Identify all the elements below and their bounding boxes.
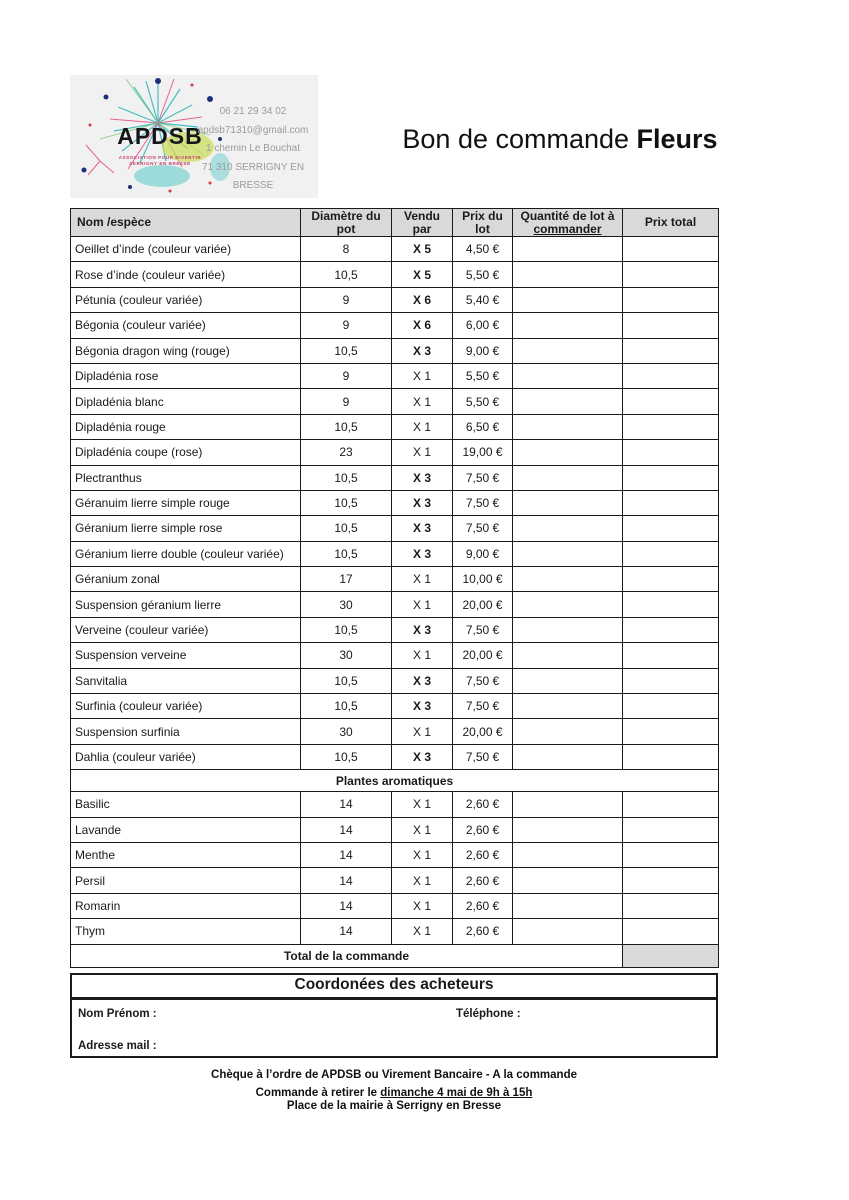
pot-diameter: 23	[301, 440, 392, 465]
lot-price: 7,50 €	[453, 490, 513, 515]
pot-diameter: 14	[301, 817, 392, 842]
sold-by: X 1	[392, 719, 453, 744]
sold-by: X 1	[392, 592, 453, 617]
table-row	[71, 719, 719, 744]
row-total-cell[interactable]	[623, 237, 719, 262]
row-total-cell[interactable]	[623, 465, 719, 490]
quantity-cell[interactable]	[513, 744, 623, 769]
lot-price: 2,60 €	[453, 842, 513, 867]
row-total-cell[interactable]	[623, 363, 719, 388]
plant-name: Lavande	[71, 817, 301, 842]
contact-address-line2: 71 310 SERRIGNY EN BRESSE	[201, 161, 305, 191]
order-table	[70, 208, 719, 968]
buyer-name-label: Nom Prénom :	[78, 1008, 157, 1020]
pot-diameter: 30	[301, 719, 392, 744]
quantity-cell[interactable]	[513, 567, 623, 592]
row-total-cell[interactable]	[623, 313, 719, 338]
table-row	[71, 792, 719, 817]
quantity-cell[interactable]	[513, 719, 623, 744]
table-row	[71, 694, 719, 719]
quantity-cell[interactable]	[513, 617, 623, 642]
quantity-cell[interactable]	[513, 465, 623, 490]
sold-by: X 6	[392, 287, 453, 312]
plant-name: Persil	[71, 868, 301, 893]
plant-name: Suspension verveine	[71, 643, 301, 668]
lot-price: 7,50 €	[453, 516, 513, 541]
row-total-cell[interactable]	[623, 842, 719, 867]
plant-name: Basilic	[71, 792, 301, 817]
table-row	[71, 541, 719, 566]
row-total-cell[interactable]	[623, 617, 719, 642]
sold-by: X 3	[392, 465, 453, 490]
table-row	[71, 414, 719, 439]
sold-by: X 1	[392, 868, 453, 893]
sold-by: X 6	[392, 313, 453, 338]
pickup-date-line: Commande à retirer le dimanche 4 mai de 9h à 15h	[255, 1087, 533, 1099]
pickup-place-line: Place de la mairie à Serrigny en Bresse	[286, 1100, 502, 1112]
sold-by: X 3	[392, 694, 453, 719]
table-row	[71, 567, 719, 592]
row-total-cell[interactable]	[623, 414, 719, 439]
pot-diameter: 9	[301, 363, 392, 388]
plant-name: Dipladénia blanc	[71, 389, 301, 414]
quantity-cell[interactable]	[513, 842, 623, 867]
sold-by: X 1	[392, 792, 453, 817]
pot-diameter: 10,5	[301, 414, 392, 439]
quantity-cell[interactable]	[513, 817, 623, 842]
table-row	[71, 744, 719, 769]
lot-price: 9,00 €	[453, 338, 513, 363]
plant-name: Dipladénia rouge	[71, 414, 301, 439]
pot-diameter: 14	[301, 919, 392, 944]
table-row	[71, 363, 719, 388]
quantity-cell[interactable]	[513, 363, 623, 388]
quantity-cell[interactable]	[513, 338, 623, 363]
table-row	[71, 592, 719, 617]
table-row	[71, 287, 719, 312]
lot-price: 20,00 €	[453, 719, 513, 744]
logo-tagline-line1: ASSOCIATION POUR DIVERTIR	[118, 155, 202, 160]
sold-by: X 1	[392, 817, 453, 842]
row-total-cell[interactable]	[623, 643, 719, 668]
pot-diameter: 9	[301, 313, 392, 338]
lot-price: 19,00 €	[453, 440, 513, 465]
lot-price: 5,50 €	[453, 262, 513, 287]
aromatic-rows	[71, 792, 719, 944]
lot-price: 10,00 €	[453, 567, 513, 592]
col-header-quantity	[513, 209, 623, 237]
page-title	[400, 124, 720, 155]
quantity-cell[interactable]	[513, 262, 623, 287]
section-label: Plantes aromatiques	[71, 770, 719, 792]
plant-name: Dipladénia rose	[71, 363, 301, 388]
pot-diameter: 10,5	[301, 694, 392, 719]
contact-block	[188, 103, 318, 196]
sold-by: X 1	[392, 414, 453, 439]
sold-by: X 1	[392, 440, 453, 465]
pot-diameter: 10,5	[301, 490, 392, 515]
quantity-cell[interactable]	[513, 541, 623, 566]
row-total-cell[interactable]	[623, 567, 719, 592]
pot-diameter: 14	[301, 868, 392, 893]
table-row	[71, 389, 719, 414]
footer-notes	[70, 1069, 718, 1112]
plant-name: Dahlia (couleur variée)	[71, 744, 301, 769]
row-total-cell[interactable]	[623, 792, 719, 817]
lot-price: 2,60 €	[453, 792, 513, 817]
table-row	[71, 516, 719, 541]
col-header-quantity-line1: Quantité de lot à	[520, 208, 615, 223]
sold-by: X 1	[392, 893, 453, 918]
plant-name: Plectranthus	[71, 465, 301, 490]
pot-diameter: 17	[301, 567, 392, 592]
col-header-prix: Prix du lot	[453, 209, 513, 237]
quantity-cell[interactable]	[513, 919, 623, 944]
row-total-cell[interactable]	[623, 262, 719, 287]
total-label: Total de la commande	[71, 944, 623, 967]
row-total-cell[interactable]	[623, 744, 719, 769]
row-total-cell[interactable]	[623, 541, 719, 566]
row-total-cell[interactable]	[623, 440, 719, 465]
pot-diameter: 30	[301, 592, 392, 617]
table-row	[71, 465, 719, 490]
row-total-cell[interactable]	[623, 919, 719, 944]
quantity-cell[interactable]	[513, 643, 623, 668]
plant-name: Sanvitalia	[71, 668, 301, 693]
table-row	[71, 817, 719, 842]
sold-by: X 1	[392, 842, 453, 867]
plant-name: Suspension surfinia	[71, 719, 301, 744]
row-total-cell[interactable]	[623, 287, 719, 312]
plant-name: Romarin	[71, 893, 301, 918]
contact-email: apdsb71310@gmail.com	[197, 124, 309, 136]
plant-name: Géranium lierre simple rose	[71, 516, 301, 541]
table-row	[71, 338, 719, 363]
lot-price: 20,00 €	[453, 643, 513, 668]
lot-price: 7,50 €	[453, 744, 513, 769]
row-total-cell[interactable]	[623, 389, 719, 414]
plant-name: Géranium zonal	[71, 567, 301, 592]
pot-diameter: 9	[301, 389, 392, 414]
page-title-bold: Fleurs	[636, 124, 718, 154]
table-row	[71, 440, 719, 465]
row-total-cell[interactable]	[623, 694, 719, 719]
pot-diameter: 10,5	[301, 465, 392, 490]
row-total-cell[interactable]	[623, 719, 719, 744]
row-total-cell[interactable]	[623, 338, 719, 363]
lot-price: 5,50 €	[453, 389, 513, 414]
quantity-cell[interactable]	[513, 414, 623, 439]
sold-by: X 3	[392, 490, 453, 515]
sold-by: X 3	[392, 617, 453, 642]
quantity-cell[interactable]	[513, 893, 623, 918]
plant-name: Verveine (couleur variée)	[71, 617, 301, 642]
table-row	[71, 919, 719, 944]
lot-price: 4,50 €	[453, 237, 513, 262]
lot-price: 7,50 €	[453, 617, 513, 642]
payment-instructions: Chèque à l’ordre de APDSB ou Virement Bancaire - A la commande	[211, 1069, 577, 1081]
quantity-cell[interactable]	[513, 389, 623, 414]
sold-by: X 3	[392, 744, 453, 769]
sold-by: X 3	[392, 516, 453, 541]
quantity-cell[interactable]	[513, 592, 623, 617]
table-row	[71, 842, 719, 867]
lot-price: 6,50 €	[453, 414, 513, 439]
plant-name: Rose d’inde (couleur variée)	[71, 262, 301, 287]
flower-rows	[71, 237, 719, 770]
quantity-cell[interactable]	[513, 490, 623, 515]
table-row	[71, 237, 719, 262]
pot-diameter: 8	[301, 237, 392, 262]
total-row	[71, 944, 719, 967]
lot-price: 7,50 €	[453, 694, 513, 719]
contact-address-line1: 1 chemin Le Bouchat	[206, 143, 300, 154]
pot-diameter: 14	[301, 792, 392, 817]
lot-price: 6,00 €	[453, 313, 513, 338]
table-row	[71, 893, 719, 918]
pot-diameter: 9	[301, 287, 392, 312]
plant-name: Surfinia (couleur variée)	[71, 694, 301, 719]
lot-price: 2,60 €	[453, 919, 513, 944]
plant-name: Dipladénia coupe (rose)	[71, 440, 301, 465]
table-row	[71, 490, 719, 515]
plant-name: Suspension géranium lierre	[71, 592, 301, 617]
sold-by: X 3	[392, 668, 453, 693]
plant-name: Pétunia (couleur variée)	[71, 287, 301, 312]
col-header-quantity-line2: commander	[533, 221, 602, 236]
pot-diameter: 10,5	[301, 338, 392, 363]
logo-box	[70, 75, 318, 198]
quantity-cell[interactable]	[513, 668, 623, 693]
section-row-aromatics	[71, 770, 719, 792]
lot-price: 7,50 €	[453, 668, 513, 693]
logo-tagline-line2: SERRIGNY EN BRESSE	[129, 161, 191, 166]
sold-by: X 3	[392, 338, 453, 363]
sold-by: X 1	[392, 567, 453, 592]
table-header-row	[71, 209, 719, 237]
table-row	[71, 313, 719, 338]
buyers-info-box[interactable]	[70, 998, 718, 1058]
row-total-cell[interactable]	[623, 868, 719, 893]
quantity-cell[interactable]	[513, 287, 623, 312]
col-header-name: Nom /espèce	[71, 209, 301, 237]
table-row	[71, 262, 719, 287]
col-header-total: Prix total	[623, 209, 719, 237]
row-total-cell[interactable]	[623, 893, 719, 918]
quantity-cell[interactable]	[513, 440, 623, 465]
quantity-cell[interactable]	[513, 694, 623, 719]
row-total-cell[interactable]	[623, 490, 719, 515]
table-row	[71, 617, 719, 642]
sold-by: X 5	[392, 262, 453, 287]
plant-name: Bégonia (couleur variée)	[71, 313, 301, 338]
logo-acronym: APDSB	[117, 123, 203, 149]
total-amount-cell[interactable]	[623, 944, 719, 967]
pot-diameter: 30	[301, 643, 392, 668]
quantity-cell[interactable]	[513, 868, 623, 893]
table-row	[71, 668, 719, 693]
buyers-section-title: Coordonées des acheteurs	[70, 973, 718, 999]
lot-price: 7,50 €	[453, 465, 513, 490]
plant-name: Géranuim lierre simple rouge	[71, 490, 301, 515]
row-total-cell[interactable]	[623, 592, 719, 617]
sold-by: X 5	[392, 237, 453, 262]
lot-price: 2,60 €	[453, 817, 513, 842]
table-row	[71, 868, 719, 893]
sold-by: X 1	[392, 643, 453, 668]
plant-name: Menthe	[71, 842, 301, 867]
lot-price: 20,00 €	[453, 592, 513, 617]
buyer-email-label: Adresse mail :	[78, 1040, 157, 1052]
sold-by: X 1	[392, 919, 453, 944]
contact-phone: 06 21 29 34 02	[219, 106, 287, 117]
pickup-date-underlined: dimanche 4 mai de 9h à 15h	[380, 1087, 533, 1099]
row-total-cell[interactable]	[623, 668, 719, 693]
lot-price: 2,60 €	[453, 893, 513, 918]
plant-name: Géranium lierre double (couleur variée)	[71, 541, 301, 566]
lot-price: 9,00 €	[453, 541, 513, 566]
table-row	[71, 643, 719, 668]
quantity-cell[interactable]	[513, 237, 623, 262]
pot-diameter: 14	[301, 842, 392, 867]
plant-name: Bégonia dragon wing (rouge)	[71, 338, 301, 363]
pot-diameter: 10,5	[301, 668, 392, 693]
page-title-regular: Bon de commande	[402, 124, 637, 154]
pot-diameter: 10,5	[301, 541, 392, 566]
pot-diameter: 10,5	[301, 262, 392, 287]
pot-diameter: 10,5	[301, 617, 392, 642]
lot-price: 5,40 €	[453, 287, 513, 312]
sold-by: X 3	[392, 541, 453, 566]
pot-diameter: 14	[301, 893, 392, 918]
plant-name: Oeillet d’inde (couleur variée)	[71, 237, 301, 262]
quantity-cell[interactable]	[513, 313, 623, 338]
row-total-cell[interactable]	[623, 817, 719, 842]
lot-price: 2,60 €	[453, 868, 513, 893]
buyer-phone-label: Téléphone :	[456, 1008, 521, 1020]
plant-name: Thym	[71, 919, 301, 944]
pot-diameter: 10,5	[301, 744, 392, 769]
col-header-vendu: Vendu par	[392, 209, 453, 237]
sold-by: X 1	[392, 389, 453, 414]
quantity-cell[interactable]	[513, 792, 623, 817]
lot-price: 5,50 €	[453, 363, 513, 388]
col-header-diameter: Diamètre du pot	[301, 209, 392, 237]
pot-diameter: 10,5	[301, 516, 392, 541]
row-total-cell[interactable]	[623, 516, 719, 541]
sold-by: X 1	[392, 363, 453, 388]
quantity-cell[interactable]	[513, 516, 623, 541]
